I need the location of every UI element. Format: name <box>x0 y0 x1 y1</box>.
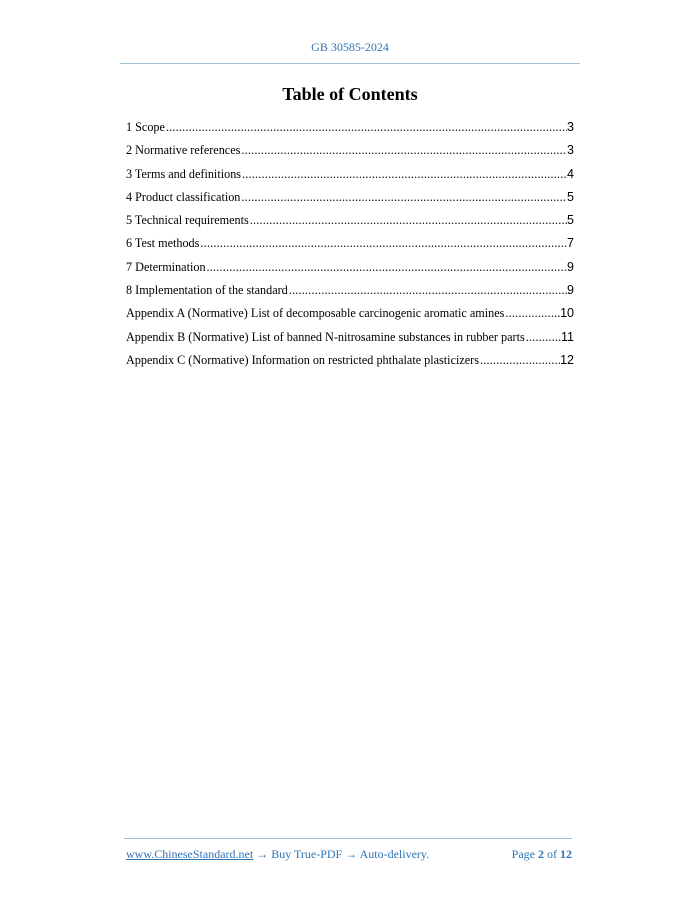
toc-entry-page: 12 <box>560 352 574 367</box>
toc-entry[interactable] <box>126 139 574 162</box>
toc-entry-page: 4 <box>567 166 574 181</box>
toc-entry[interactable] <box>126 232 574 255</box>
toc-entry[interactable] <box>126 349 574 372</box>
footer-divider <box>124 838 572 839</box>
toc-entry-label: 2 Normative references <box>126 143 241 158</box>
arrow-right-icon: → <box>345 847 358 861</box>
toc-entry-page: 10 <box>560 306 574 321</box>
toc-entry[interactable] <box>126 279 574 302</box>
toc-entry-page: 3 <box>567 143 574 158</box>
toc-dot-leader <box>199 232 567 255</box>
toc-entry-page: 5 <box>567 189 574 204</box>
page-number <box>512 847 572 862</box>
toc-entry-label: 5 Technical requirements <box>126 213 249 228</box>
arrow-right-icon: → <box>256 847 269 861</box>
header-standard-code: GB 30585-2024 <box>311 40 389 54</box>
header-divider <box>120 63 580 64</box>
toc-entry-page: 7 <box>567 236 574 251</box>
toc-entry-label: Appendix C (Normative) Information on restricted phthalate plasticizers <box>126 352 479 367</box>
toc-dot-leader <box>206 256 568 279</box>
site-link[interactable]: www.ChineseStandard.net <box>126 847 254 861</box>
toc-entry[interactable] <box>126 186 574 209</box>
total-pages-number: 12 <box>560 847 572 861</box>
toc-dot-leader <box>241 163 567 186</box>
toc-entry-label: 4 Product classification <box>126 189 241 204</box>
toc-entry[interactable] <box>126 302 574 325</box>
toc-dot-leader <box>165 116 567 139</box>
toc-entry-page: 9 <box>567 259 574 274</box>
toc-dot-leader <box>504 302 560 325</box>
toc-entry[interactable] <box>126 116 574 139</box>
toc-entry-page: 3 <box>567 120 574 134</box>
toc-entry-label: 6 Test methods <box>126 236 200 251</box>
toc-dot-leader <box>240 139 567 162</box>
toc-entry-label: Appendix B (Normative) List of banned N-nitrosamine substances in rubber parts <box>126 329 525 344</box>
toc-entry[interactable] <box>126 163 574 186</box>
toc-entry-label: 3 Terms and definitions <box>126 166 242 181</box>
toc-dot-leader <box>479 349 560 372</box>
of-word: of <box>547 847 557 861</box>
footer-promo <box>126 847 429 862</box>
toc-dot-leader <box>240 186 567 209</box>
page-word: Page <box>511 847 535 861</box>
buy-true-pdf-text: Buy True-PDF <box>268 847 346 861</box>
toc-entry-page: 11 <box>561 329 574 344</box>
toc-entry[interactable] <box>126 326 574 349</box>
toc-list <box>126 116 574 372</box>
toc-entry[interactable] <box>126 209 574 232</box>
toc-entry[interactable] <box>126 256 574 279</box>
toc-entry-label: 1 Scope <box>126 120 165 134</box>
toc-entry-page: 9 <box>567 283 574 298</box>
toc-dot-leader <box>525 326 561 349</box>
auto-delivery-text: Auto-delivery. <box>357 847 430 861</box>
toc-entry-label: 8 Implementation of the standard <box>126 283 288 298</box>
toc-entry-label: 7 Determination <box>126 259 206 274</box>
current-page-number: 2 <box>538 847 544 861</box>
toc-entry-page: 5 <box>567 213 574 228</box>
toc-entry-label: Appendix A (Normative) List of decomposable carcinogenic aromatic amines <box>126 306 505 321</box>
toc-dot-leader <box>249 209 567 232</box>
toc-dot-leader <box>288 279 567 302</box>
toc-title: Table of Contents <box>282 84 418 104</box>
